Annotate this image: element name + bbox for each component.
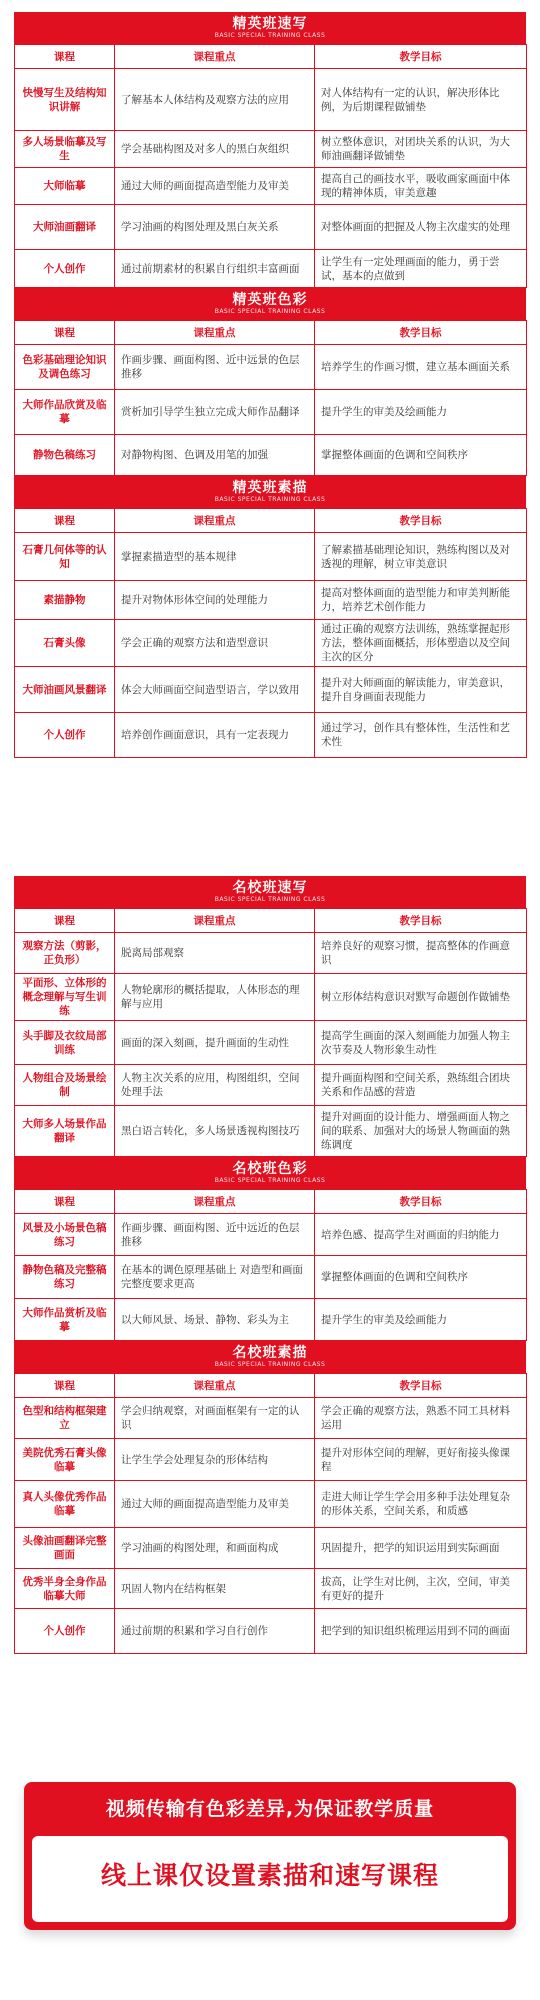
course-name: 头手脚及衣纹局部训练 <box>15 1021 115 1065</box>
course-name: 静物色稿练习 <box>15 435 115 476</box>
course-name: 个人创作 <box>15 1609 115 1654</box>
course-goal: 提高对整体画面的造型能力和审美判断能力，培养艺术创作能力 <box>315 581 527 620</box>
section-school-drawing <box>14 1341 526 1654</box>
course-goal: 通过正确的观察方法训练，熟练掌握起形方法，整体画面概括，形体塑造以及空间主次的区分 <box>315 620 527 667</box>
section-subtitle: BASIC SPECIAL TRAINING CLASS <box>214 1177 326 1184</box>
course-name: 个人创作 <box>15 713 115 758</box>
section-header <box>14 876 526 908</box>
course-name: 大师油画风景翻译 <box>15 667 115 713</box>
table-header-row <box>15 909 527 933</box>
elite-school-panel <box>14 876 526 1754</box>
course-goal: 提升学生的审美及绘画能力 <box>315 390 527 435</box>
course-goal: 把学到的知识组织梳理运用到不同的画面 <box>315 1609 527 1654</box>
course-name: 人物组合及场景绘制 <box>15 1065 115 1106</box>
course-goal: 提高学生画面的深入刻画能力加强人物主次节奏及人物形象生动性 <box>315 1021 527 1065</box>
course-table <box>14 508 527 758</box>
section-subtitle: BASIC SPECIAL TRAINING CLASS <box>214 1361 326 1368</box>
header-focus: 课程重点 <box>115 321 315 345</box>
course-name: 优秀半身全身作品临摹大师 <box>15 1569 115 1609</box>
notice-box <box>32 1836 508 1922</box>
header-goal: 教学目标 <box>315 1374 527 1398</box>
course-focus: 通过前期的积累和学习自行创作 <box>115 1609 315 1654</box>
header-course: 课程 <box>15 909 115 933</box>
course-goal: 提升画面构图和空间关系，熟练组合团块关系和作品感的营造 <box>315 1065 527 1106</box>
section-title: 精英班素描 <box>232 480 308 496</box>
course-focus: 通过大师的画面提高造型能力及审美 <box>115 1481 315 1528</box>
course-goal: 对人体结构有一定的认识，解决形体比例，为后期课程做铺垫 <box>315 69 527 131</box>
course-name: 平面形、立体形的概念理解与写生训练 <box>15 974 115 1021</box>
course-focus: 了解基本人体结构及观察方法的应用 <box>115 69 315 131</box>
header-focus: 课程重点 <box>115 909 315 933</box>
table-row <box>15 533 527 581</box>
section-subtitle: BASIC SPECIAL TRAINING CLASS <box>214 32 326 39</box>
course-goal: 让学生有一定处理画面的能力，勇于尝试，基本的点做到 <box>315 250 527 288</box>
section-elite-sketch <box>14 12 526 288</box>
table-row <box>15 390 527 435</box>
course-name: 色彩基础理论知识及调色练习 <box>15 345 115 390</box>
section-subtitle: BASIC SPECIAL TRAINING CLASS <box>214 496 326 503</box>
course-goal: 培养色感、提高学生对画面的归纳能力 <box>315 1214 527 1256</box>
course-focus: 黑白语言转化，多人场景透视构图技巧 <box>115 1106 315 1157</box>
course-goal: 掌握整体画面的色调和空间秩序 <box>315 1256 527 1299</box>
course-name: 静物色稿及完整稿练习 <box>15 1256 115 1299</box>
header-goal: 教学目标 <box>315 321 527 345</box>
table-row <box>15 1256 527 1299</box>
course-name: 色型和结构框架建立 <box>15 1398 115 1439</box>
course-name: 大师作品欣赏及临摹 <box>15 390 115 435</box>
course-focus: 赏析加引导学生独立完成大师作品翻译 <box>115 390 315 435</box>
table-row <box>15 667 527 713</box>
course-focus: 脱离局部观察 <box>115 933 315 974</box>
section-school-sketch <box>14 876 526 1157</box>
table-row <box>15 1106 527 1157</box>
table-row <box>15 1299 527 1341</box>
header-course: 课程 <box>15 1190 115 1214</box>
header-course: 课程 <box>15 509 115 533</box>
course-focus: 巩固人物内在结构框架 <box>115 1569 315 1609</box>
course-focus: 提升对物体形体空间的处理能力 <box>115 581 315 620</box>
section-title: 名校班素描 <box>232 1345 308 1361</box>
course-focus: 学习油画的构图处理，和画面构成 <box>115 1528 315 1569</box>
course-goal: 培养学生的作画习惯，建立基本画面关系 <box>315 345 527 390</box>
table-row <box>15 974 527 1021</box>
table-row <box>15 933 527 974</box>
course-goal: 提升对大师画面的解读能力，审美意识，提升自身画面表现能力 <box>315 667 527 713</box>
table-row <box>15 69 527 131</box>
course-goal: 拔高，让学生对比例，主次，空间，审美有更好的提升 <box>315 1569 527 1609</box>
table-row <box>15 131 527 168</box>
course-goal: 对整体画面的把握及人物主次虚实的处理 <box>315 205 527 250</box>
course-focus: 体会大师画面空间造型语言，学以致用 <box>115 667 315 713</box>
header-course: 课程 <box>15 321 115 345</box>
table-row <box>15 435 527 476</box>
table-row <box>15 1439 527 1481</box>
header-goal: 教学目标 <box>315 1190 527 1214</box>
course-focus: 人物轮廓形的概括提取，人体形态的理解与应用 <box>115 974 315 1021</box>
course-goal: 提升对画面的设计能力、增强画面人物之间的联系、加强对大的场景人物画面的熟练调度 <box>315 1106 527 1157</box>
table-header-row <box>15 45 527 69</box>
course-goal: 了解素描基础理论知识，熟练构图以及对透视的理解，树立审美意识 <box>315 533 527 581</box>
course-focus: 学会基础构图及对多人的黑白灰组织 <box>115 131 315 168</box>
notice-line-2: 线上课仅设置素描和速写课程 <box>100 1861 439 1890</box>
section-title: 精英班色彩 <box>232 292 308 308</box>
elite-class-panel <box>14 12 526 830</box>
course-goal: 树立形体结构意识对默写命题创作做铺垫 <box>315 974 527 1021</box>
course-focus: 学会归纳观察，对画面框架有一定的认识 <box>115 1398 315 1439</box>
course-name: 观察方法（剪影，正负形） <box>15 933 115 974</box>
course-goal: 培养良好的观察习惯，提高整体的作画意识 <box>315 933 527 974</box>
section-school-color <box>14 1157 526 1341</box>
course-goal: 走进大师让学生学会用多种手法处理复杂的形体关系，空间关系，和质感 <box>315 1481 527 1528</box>
course-table <box>14 908 527 1157</box>
course-focus: 通过大师的画面提高造型能力及审美 <box>115 168 315 205</box>
table-row <box>15 345 527 390</box>
course-focus: 学习油画的构图处理及黑白灰关系 <box>115 205 315 250</box>
course-name: 美院优秀石膏头像临摹 <box>15 1439 115 1481</box>
course-table <box>14 320 527 476</box>
course-name: 头像油画翻译完整画面 <box>15 1528 115 1569</box>
course-focus: 在基本的调色原理基础上 对造型和画面完整度要求更高 <box>115 1256 315 1299</box>
course-focus: 对静物构图、色调及用笔的加强 <box>115 435 315 476</box>
table-row <box>15 713 527 758</box>
course-focus: 以大师风景、场景、静物、彩头为主 <box>115 1299 315 1341</box>
course-focus: 人物主次关系的应用，构图组织，空间处理手法 <box>115 1065 315 1106</box>
course-name: 个人创作 <box>15 250 115 288</box>
course-name: 大师多人场景作品翻译 <box>15 1106 115 1157</box>
section-subtitle: BASIC SPECIAL TRAINING CLASS <box>214 896 326 903</box>
course-focus: 通过前期素材的积累自行组织丰富画面 <box>115 250 315 288</box>
header-goal: 教学目标 <box>315 909 527 933</box>
section-header <box>14 12 526 44</box>
table-header-row <box>15 509 527 533</box>
course-name: 石膏几何体等的认知 <box>15 533 115 581</box>
table-row <box>15 1021 527 1065</box>
table-row <box>15 1609 527 1654</box>
course-goal: 提升学生的审美及绘画能力 <box>315 1299 527 1341</box>
course-table <box>14 44 527 288</box>
course-focus: 让学生学会处理复杂的形体结构 <box>115 1439 315 1481</box>
section-title: 精英班速写 <box>232 16 308 32</box>
table-row <box>15 1065 527 1106</box>
header-goal: 教学目标 <box>315 509 527 533</box>
notice-line-1: 视频传输有色彩差异,为保证教学质量 <box>105 1798 435 1820</box>
course-focus: 作画步骤、画面构图、近中远景的色层推移 <box>115 345 315 390</box>
section-header <box>14 1157 526 1189</box>
section-header <box>14 1341 526 1373</box>
course-goal: 巩固提升，把学的知识运用到实际画面 <box>315 1528 527 1569</box>
header-goal: 教学目标 <box>315 45 527 69</box>
section-subtitle: BASIC SPECIAL TRAINING CLASS <box>214 308 326 315</box>
section-title: 名校班色彩 <box>232 1161 308 1177</box>
header-course: 课程 <box>15 1374 115 1398</box>
table-row <box>15 1528 527 1569</box>
table-row <box>15 1214 527 1256</box>
course-name: 大师油画翻译 <box>15 205 115 250</box>
course-name: 多人场景临摹及写生 <box>15 131 115 168</box>
notice-banner <box>24 1782 516 1930</box>
table-row <box>15 168 527 205</box>
course-focus: 作画步骤、画面构图、近中远近的色层推移 <box>115 1214 315 1256</box>
header-focus: 课程重点 <box>115 1190 315 1214</box>
course-focus: 画面的深入刻画，提升画面的生动性 <box>115 1021 315 1065</box>
table-header-row <box>15 321 527 345</box>
table-header-row <box>15 1374 527 1398</box>
course-table <box>14 1189 527 1341</box>
course-focus: 培养创作画面意识，具有一定表现力 <box>115 713 315 758</box>
course-goal: 提升对形体空间的理解，更好衔接头像课程 <box>315 1439 527 1481</box>
header-focus: 课程重点 <box>115 509 315 533</box>
course-goal: 提高自己的画技水平，吸收画家画面中体现的精神体质，审美意趣 <box>315 168 527 205</box>
course-goal: 通过学习，创作具有整体性，生活性和艺术性 <box>315 713 527 758</box>
course-focus: 掌握素描造型的基本规律 <box>115 533 315 581</box>
table-row <box>15 620 527 667</box>
header-focus: 课程重点 <box>115 45 315 69</box>
section-header <box>14 476 526 508</box>
section-title: 名校班速写 <box>232 880 308 896</box>
course-focus: 学会正确的观察方法和造型意识 <box>115 620 315 667</box>
table-row <box>15 1398 527 1439</box>
course-goal: 学会正确的观察方法，熟悉不同工具材料运用 <box>315 1398 527 1439</box>
table-row <box>15 581 527 620</box>
course-name: 真人头像优秀作品临摹 <box>15 1481 115 1528</box>
table-row <box>15 205 527 250</box>
section-header <box>14 288 526 320</box>
course-name: 快慢写生及结构知识讲解 <box>15 69 115 131</box>
table-row <box>15 1481 527 1528</box>
header-focus: 课程重点 <box>115 1374 315 1398</box>
section-elite-color <box>14 288 526 476</box>
header-course: 课程 <box>15 45 115 69</box>
course-name: 大师临摹 <box>15 168 115 205</box>
course-name: 大师作品赏析及临摹 <box>15 1299 115 1341</box>
course-name: 素描静物 <box>15 581 115 620</box>
table-header-row <box>15 1190 527 1214</box>
course-name: 风景及小场景色稿练习 <box>15 1214 115 1256</box>
course-goal: 树立整体意识，对团块关系的认识，为大师油画翻译做铺垫 <box>315 131 527 168</box>
course-table <box>14 1373 527 1654</box>
course-name: 石膏头像 <box>15 620 115 667</box>
table-row <box>15 250 527 288</box>
course-goal: 掌握整体画面的色调和空间秩序 <box>315 435 527 476</box>
section-elite-drawing <box>14 476 526 758</box>
table-row <box>15 1569 527 1609</box>
